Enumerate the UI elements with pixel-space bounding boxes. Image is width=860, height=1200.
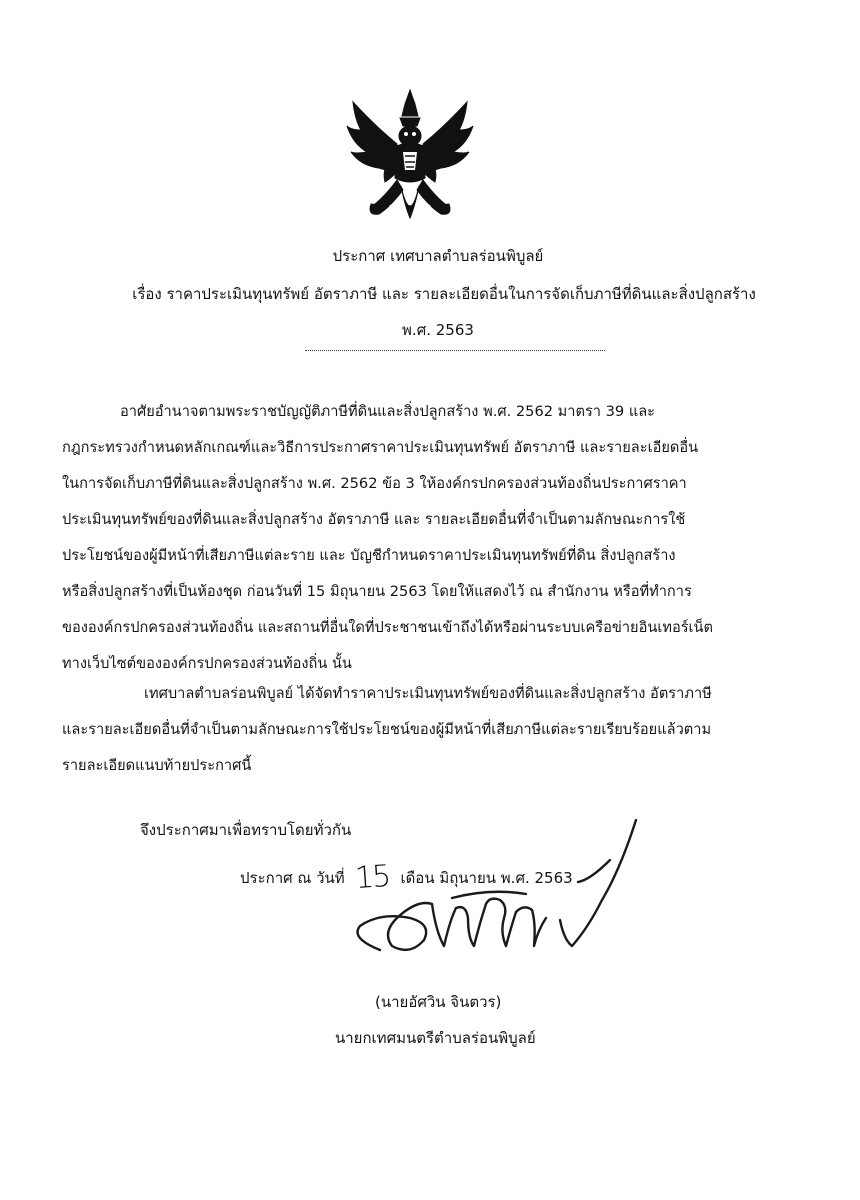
para2-line: เทศบาลตำบลร่อนพิบูลย์ ได้จัดทำราคาประเมินทุนทรัพย์ของที่ดินและสิ่งปลูกสร้าง อัตราภาษี bbox=[144, 685, 712, 702]
para2-line: และรายละเอียดอื่นที่จำเป็นตามลักษณะการใช้ประโยชน์ของผู้มีหน้าที่เสียภาษีแต่ละรายเรียบร้อยแล้วตาม bbox=[62, 721, 712, 738]
announcement-year: พ.ศ. 2563 bbox=[402, 321, 474, 339]
para1-line: ขององค์กรปกครองส่วนท้องถิ่น และสถานที่อื่นใดที่ประชาชนเข้าถึงได้หรือผ่านระบบเครือข่ายอินเทอร์เน็ต bbox=[62, 619, 713, 636]
para1-line: ประเมินทุนทรัพย์ของที่ดินและสิ่งปลูกสร้าง อัตราภาษี และ รายละเอียดอื่นที่จำเป็นตามลักษณะการใช้ bbox=[62, 511, 686, 528]
dotted-divider bbox=[305, 350, 605, 351]
announcement-title: ประกาศ เทศบาลตำบลร่อนพิบูลย์ bbox=[332, 247, 544, 265]
garuda-emblem-icon bbox=[345, 86, 475, 232]
body-paragraph-2 bbox=[62, 676, 834, 784]
closing-sentence: จึงประกาศมาเพื่อทราบโดยทั่วกัน bbox=[140, 821, 352, 839]
body-paragraph-1 bbox=[62, 394, 810, 682]
para1-line: ในการจัดเก็บภาษีที่ดินและสิ่งปลูกสร้าง พ.ศ. 2562 ข้อ 3 ให้องค์กรปกครองส่วนท้องถิ่นประกาศราคา bbox=[62, 475, 687, 492]
given-date-line bbox=[240, 856, 573, 897]
para1-line: อาศัยอำนาจตามพระราชบัญญัติภาษีที่ดินและสิ่งปลูกสร้าง พ.ศ. 2562 มาตรา 39 และ bbox=[120, 403, 656, 420]
para2-line: รายละเอียดแนบท้ายประกาศนี้ bbox=[62, 757, 252, 774]
signer-name: (นายอัศวิน จินตวร) bbox=[375, 993, 502, 1011]
para1-line: ประโยชน์ของผู้มีหน้าที่เสียภาษีแต่ละราย และ บัญชีกำหนดราคาประเมินทุนทรัพย์ที่ดิน สิ่งปลูกสร้าง bbox=[62, 547, 676, 564]
para1-line: ทางเว็บไซต์ขององค์กรปกครองส่วนท้องถิ่น นั้น bbox=[62, 655, 352, 672]
para1-line: หรือสิ่งปลูกสร้างที่เป็นห้องชุด ก่อนวันที่ 15 มิถุนายน 2563 โดยให้แสดงไว้ ณ สำนักงาน หรือที่ทำการ bbox=[62, 583, 692, 600]
para1-line: กฎกระทรวงกำหนดหลักเกณฑ์และวิธีการประกาศราคาประเมินทุนทรัพย์ อัตราภาษี และรายละเอียดอื่น bbox=[62, 439, 699, 456]
given-day-handwritten: 15 bbox=[354, 858, 391, 897]
signer-title: นายกเทศมนตรีตำบลร่อนพิบูลย์ bbox=[335, 1029, 536, 1047]
given-suffix: เดือน มิถุนายน พ.ศ. 2563 bbox=[400, 869, 573, 887]
given-prefix: ประกาศ ณ วันที่ bbox=[240, 869, 345, 887]
announcement-subject: เรื่อง ราคาประเมินทุนทรัพย์ อัตราภาษี และ รายละเอียดอื่นในการจัดเก็บภาษีที่ดินและสิ่งปลูกสร้าง bbox=[132, 285, 756, 303]
